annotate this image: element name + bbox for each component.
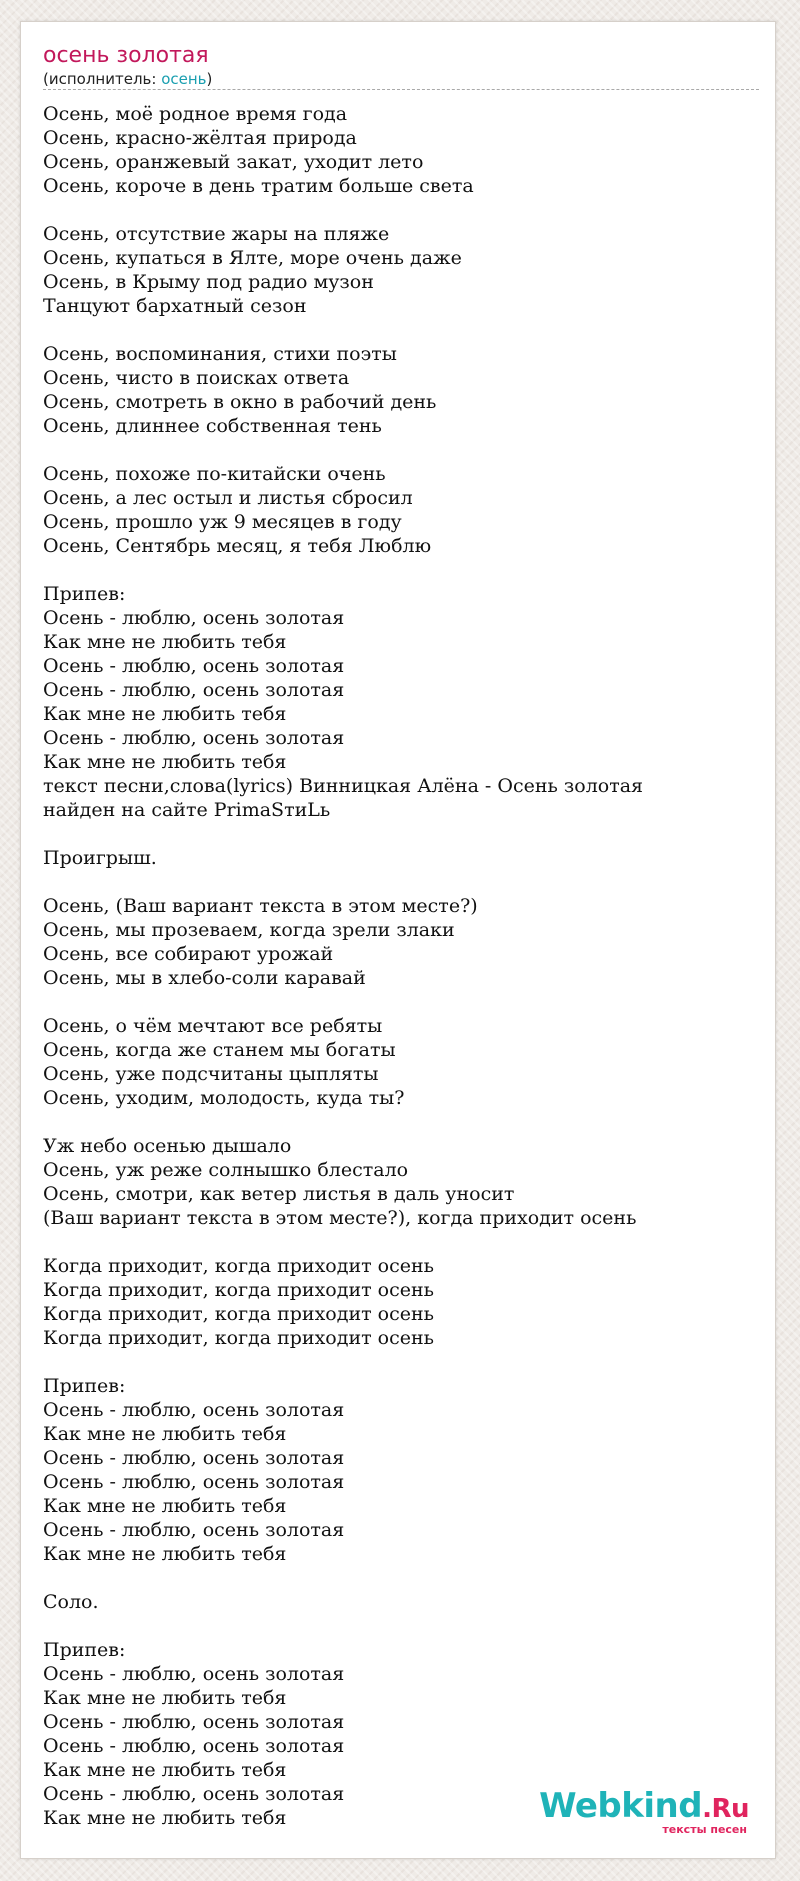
lyric-line: Осень, воспоминания, стихи поэты <box>43 343 397 365</box>
lyric-line: Осень, когда же станем мы богаты <box>43 1039 396 1061</box>
lyric-line: Как мне не любить тебя <box>43 751 287 773</box>
artist-link[interactable]: осень <box>161 70 207 88</box>
lyric-line: Осень - люблю, осень золотая <box>43 1447 345 1469</box>
lyric-line: Осень, чисто в поисках ответа <box>43 367 350 389</box>
lyric-line: Соло. <box>43 1591 99 1613</box>
lyric-line: Осень, прошло уж 9 месяцев в году <box>43 511 402 533</box>
lyric-line: Осень, Сентябрь месяц, я тебя Люблю <box>43 535 432 557</box>
lyric-line <box>43 198 759 222</box>
lyric-line <box>43 990 759 1014</box>
lyric-line: Осень, уж реже солнышко блестало <box>43 1159 409 1181</box>
artist-line <box>43 70 759 88</box>
lyric-line: Осень - люблю, осень золотая <box>43 655 345 677</box>
lyric-line: Припев: <box>43 583 126 605</box>
lyric-line: Осень, отсутствие жары на пляже <box>43 223 390 245</box>
lyric-line: Осень, оранжевый закат, уходит лето <box>43 151 424 173</box>
lyric-line: Осень - люблю, осень золотая <box>43 1663 345 1685</box>
lyrics-text <box>43 102 759 1830</box>
lyric-line: Как мне не любить тебя <box>43 1423 287 1445</box>
lyric-line: Как мне не любить тебя <box>43 1759 287 1781</box>
lyric-line: Осень, уходим, молодость, куда ты? <box>43 1087 405 1109</box>
lyric-line: Припев: <box>43 1639 126 1661</box>
song-header <box>43 42 759 90</box>
song-title: осень золотая <box>43 43 209 68</box>
lyric-line: Когда приходит, когда приходит осень <box>43 1327 434 1349</box>
lyric-line: Осень, (Ваш вариант текста в этом месте?) <box>43 895 478 917</box>
logo-tagline: тексты песен <box>662 1823 747 1836</box>
lyric-line: Уж небо осенью дышало <box>43 1135 292 1157</box>
lyric-line: Осень, смотри, как ветер листья в даль уносит <box>43 1183 515 1205</box>
lyric-line: Осень, а лес остыл и листья сбросил <box>43 487 413 509</box>
lyric-line: Как мне не любить тебя <box>43 1687 287 1709</box>
lyric-line: Танцуют бархатный сезон <box>43 295 307 317</box>
lyric-line: Осень - люблю, осень золотая <box>43 1735 345 1757</box>
lyric-line: Как мне не любить тебя <box>43 1807 287 1829</box>
lyric-line: Осень - люблю, осень золотая <box>43 679 345 701</box>
lyric-line: Осень, красно-жёлтая природа <box>43 127 357 149</box>
lyric-line: Когда приходит, когда приходит осень <box>43 1303 434 1325</box>
artist-prefix: (исполнитель: <box>43 70 162 88</box>
lyric-line: Осень, мы прозеваем, когда зрели злаки <box>43 919 455 941</box>
lyric-line: Осень, смотреть в окно в рабочий день <box>43 391 437 413</box>
lyric-line: Осень, уже подсчитаны цыпляты <box>43 1063 379 1085</box>
lyric-line <box>43 870 759 894</box>
lyric-line: Осень, короче в день тратим больше света <box>43 175 474 197</box>
lyric-line: Осень - люблю, осень золотая <box>43 1783 345 1805</box>
lyric-line: Осень, все собирают урожай <box>43 943 334 965</box>
lyric-line: найден на сайте PrimaSтиLь <box>43 799 331 821</box>
logo-wordmark <box>539 1786 749 1826</box>
lyric-line: Как мне не любить тебя <box>43 703 287 725</box>
lyric-line <box>43 318 759 342</box>
lyric-line: Как мне не любить тебя <box>43 1495 287 1517</box>
artist-suffix: ) <box>206 70 213 88</box>
lyric-line: Осень, моё родное время года <box>43 103 348 125</box>
lyric-line: Осень, похоже по-китайски очень <box>43 463 386 485</box>
lyric-line: Припев: <box>43 1375 126 1397</box>
lyric-line <box>43 558 759 582</box>
lyric-line <box>43 1350 759 1374</box>
lyric-line: Осень - люблю, осень золотая <box>43 1471 345 1493</box>
lyric-line <box>43 1230 759 1254</box>
lyrics-card <box>20 21 776 1859</box>
lyric-line: Осень, в Крыму под радио музон <box>43 271 374 293</box>
lyric-line: Осень - люблю, осень золотая <box>43 1519 345 1541</box>
lyric-line: (Ваш вариант текста в этом месте?), когда приходит осень <box>43 1207 637 1229</box>
logo-main-text: Webkind <box>539 1786 703 1826</box>
logo-suffix: .Ru <box>702 1794 749 1824</box>
lyric-line: Когда приходит, когда приходит осень <box>43 1279 434 1301</box>
lyric-line: Как мне не любить тебя <box>43 631 287 653</box>
site-logo[interactable] <box>539 1786 749 1836</box>
lyric-line: Когда приходит, когда приходит осень <box>43 1255 434 1277</box>
lyric-line: Осень, купаться в Ялте, море очень даже <box>43 247 462 269</box>
lyric-line <box>43 1614 759 1638</box>
lyric-line <box>43 1110 759 1134</box>
lyric-line <box>43 822 759 846</box>
lyric-line: Проигрыш. <box>43 847 157 869</box>
lyric-line <box>43 438 759 462</box>
lyric-line: Осень - люблю, осень золотая <box>43 1399 345 1421</box>
lyric-line: текст песни,слова(lyrics) Винницкая Алёна - Осень золотая <box>43 775 644 797</box>
lyric-line: Осень, о чём мечтают все ребяты <box>43 1015 383 1037</box>
lyric-line: Осень - люблю, осень золотая <box>43 727 345 749</box>
lyric-line: Осень - люблю, осень золотая <box>43 1711 345 1733</box>
lyric-line: Осень - люблю, осень золотая <box>43 607 345 629</box>
lyric-line: Осень, мы в хлебо-соли каравай <box>43 967 366 989</box>
lyric-line: Осень, длиннее собственная тень <box>43 415 382 437</box>
lyric-line <box>43 1566 759 1590</box>
lyric-line: Как мне не любить тебя <box>43 1543 287 1565</box>
